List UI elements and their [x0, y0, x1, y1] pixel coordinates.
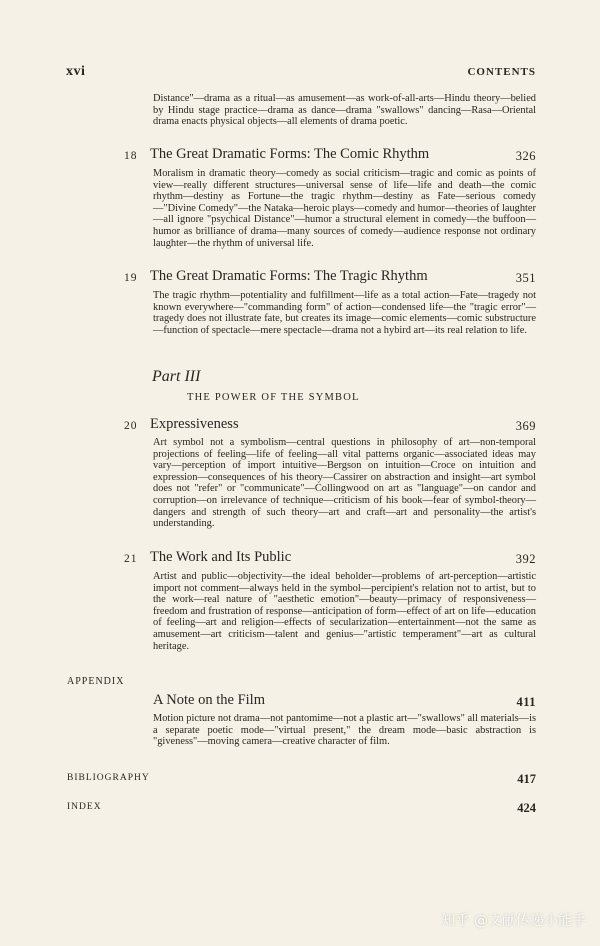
chapter-number: 20	[124, 420, 138, 432]
chapter-title: The Great Dramatic Forms: The Comic Rhythm	[150, 146, 430, 162]
appendix-page: 411	[516, 695, 536, 709]
appendix-summary: Motion picture not drama—not pantomime—not a plastic art—"swallows" all materials—is a separate poetic mode—"virtual present," the dream mode—basic abstraction is "giveness"—moving camera—creative character of film.	[153, 713, 536, 748]
chapter-page: 326	[515, 149, 536, 163]
chapter-number: 21	[124, 553, 138, 565]
chapter-summary: Artist and public—objectivity—the ideal beholder—problems of art-perception—artistic import not comment—always held in the symbol—percipient's relation not to artist, but to the work—real nature of "aesthetic emotion"—beauty—primacy of responsiveness—freedom and frustration of response—anticipation of form—effect of art on life—education of feeling—art and religion—effects of secularization—entertainment—not the same as amusement—art criticism—talent and genius—"artistic temperament"—art as cultural heritage.	[153, 571, 536, 652]
index-label: INDEX	[67, 802, 102, 812]
chapter-page: 392	[515, 552, 536, 566]
part-title: Part III	[152, 368, 201, 385]
part-subtitle: THE POWER OF THE SYMBOL	[187, 392, 360, 403]
appendix-title: A Note on the Film	[153, 692, 265, 708]
bibliography-page: 417	[517, 772, 536, 786]
appendix-label: APPENDIX	[67, 676, 125, 687]
watermark: 知乎 @文献传递小能手	[441, 913, 586, 929]
chapter-page: 351	[515, 271, 536, 285]
chapter-title: The Work and Its Public	[150, 549, 292, 565]
chapter-title: The Great Dramatic Forms: The Tragic Rhythm	[150, 268, 428, 284]
index-page: 424	[517, 801, 536, 815]
continuation-summary: Distance"—drama as a ritual—as amusement—as work-of-all-arts—Hindu theory—belied by Hindu stage practice—drama as dance—drama "swallows" dancing—Rasa—Oriental drama enacts physical objects—all elements of drama poetic.	[153, 93, 536, 128]
bibliography-label: BIBLIOGRAPHY	[67, 773, 150, 783]
chapter-summary: The tragic rhythm—potentiality and fulfillment—life as a total action—Fate—tragedy not known everywhere—"commanding form" of action—condensed life—the "tragic error"—tragedy does not illustrate fate, but creates its image—comic elements—comic substructure—function of spectacle—mere spectacle—drama not a hybird art—its real relation to life.	[153, 290, 536, 336]
chapter-summary: Moralism in dramatic theory—comedy as social criticism—tragic and comic as points of view—really different structures—universal sense of life—life and death—the comic rhythm—destiny as Fortune—the tragic rhythm—destiny as Fate—serious comedy—"Divine Comedy"—the Nataka—heroic plays—comedy and humor—theories of laughter—all ignore "psychical Distance"—humor a structural element in comedy—the buffoon—humor as brilliance of drama—many sources of comedy—audience response not ordinary laughter—the rhythm of universal life.	[153, 168, 536, 249]
chapter-number: 18	[124, 150, 138, 162]
chapter-summary: Art symbol not a symbolism—central questions in philosophy of art—non-temporal projections of feeling—life of feeling—all vital patterns organic—associated ideas may vary—perception of import intuitive—Bergson on intuition—Croce on intuition and expression—consequences of his theory—Cassirer on abstraction and insight—art symbol does not "refer" or "communicate"—Collingwood on art as "language"—on candor and corruption—on irrelevance of technique—criticism of his book—fear of symbol-theory—dangers and strength of such theory—art and craft—art and personality—the artist's understanding.	[153, 437, 536, 530]
running-head: CONTENTS	[467, 66, 536, 78]
page-number: xvi	[66, 64, 86, 79]
chapter-title: Expressiveness	[150, 416, 239, 432]
chapter-page: 369	[515, 419, 536, 433]
chapter-number: 19	[124, 272, 138, 284]
